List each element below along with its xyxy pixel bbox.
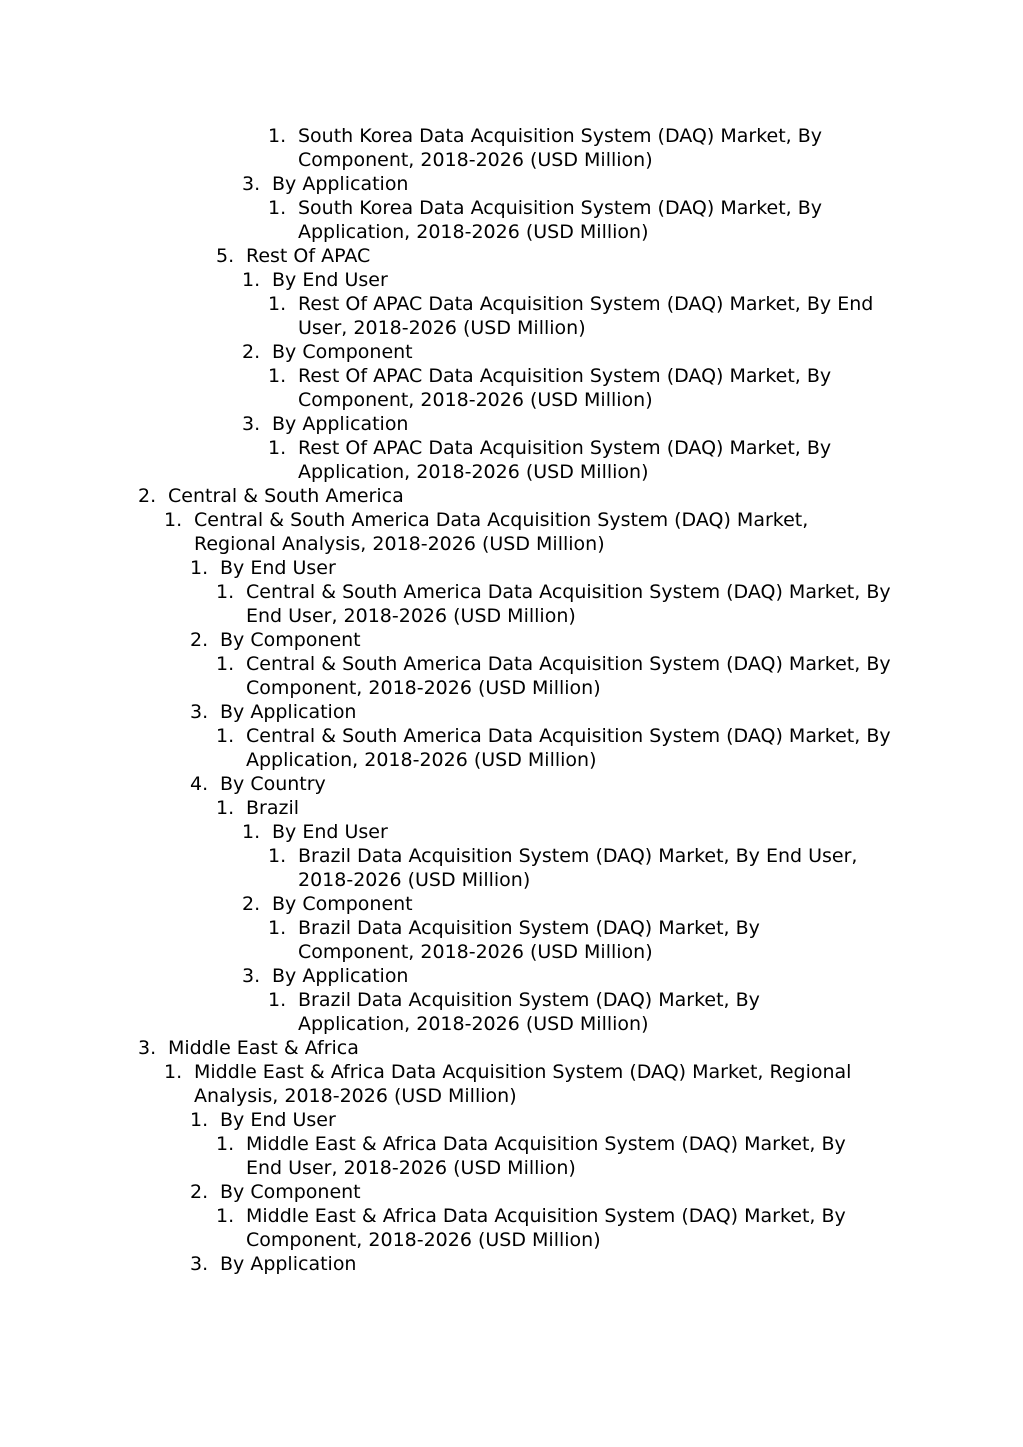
outline-item-number: 2. <box>190 1181 209 1203</box>
outline-item-text: South Korea Data Acquisition System (DAQ) Market, By Application, 2018-2026 (USD Million) <box>298 197 823 243</box>
outline-item <box>268 916 1023 964</box>
outline-item <box>242 172 1023 196</box>
outline-item-number: 3. <box>190 701 209 723</box>
outline-item-text: Middle East & Africa Data Acquisition System (DAQ) Market, Regional Analysis, 2018-2026 (USD Million) <box>194 1061 852 1107</box>
outline-item-text: Central & South America Data Acquisition System (DAQ) Market, By Application, 2018-2026 (USD Million) <box>246 725 891 771</box>
outline-item-text: By Application <box>272 965 409 987</box>
outline-item <box>138 1036 1023 1060</box>
outline-item <box>164 508 1023 556</box>
outline-item-number: 1. <box>216 1133 235 1155</box>
outline-item-text: By Application <box>220 1253 357 1275</box>
outline-item-text: Central & South America Data Acquisition System (DAQ) Market, Regional Analysis, 2018-2026 (USD Million) <box>194 509 809 555</box>
outline-item-text: Rest Of APAC Data Acquisition System (DAQ) Market, By End User, 2018-2026 (USD Million) <box>298 293 874 339</box>
outline-item-number: 1. <box>268 125 287 147</box>
outline-item <box>216 1204 1023 1252</box>
outline-item-number: 1. <box>216 1205 235 1227</box>
outline-item <box>242 964 1023 988</box>
outline-item <box>164 1060 1023 1108</box>
outline-item <box>216 724 1023 772</box>
outline-item-text: By End User <box>272 821 388 843</box>
outline-item-text: By Component <box>272 341 413 363</box>
outline-item-number: 1. <box>216 581 235 603</box>
outline-item-number: 3. <box>138 1037 157 1059</box>
outline-item-number: 1. <box>268 917 287 939</box>
outline-item-number: 1. <box>190 557 209 579</box>
outline-item-text: By Country <box>220 773 326 795</box>
outline-item-number: 3. <box>242 413 261 435</box>
outline-item-number: 1. <box>242 269 261 291</box>
outline-item <box>268 196 1023 244</box>
outline-item <box>216 580 1023 628</box>
outline-item <box>216 1132 1023 1180</box>
outline-item-text: South Korea Data Acquisition System (DAQ) Market, By Component, 2018-2026 (USD Million) <box>298 125 823 171</box>
outline-item <box>242 820 1023 844</box>
outline-item <box>190 700 1023 724</box>
outline-item-number: 1. <box>268 293 287 315</box>
outline-item-text: By Application <box>272 413 409 435</box>
outline-item-text: By Application <box>272 173 409 195</box>
outline-item-text: Rest Of APAC <box>246 245 371 267</box>
outline-item-number: 4. <box>190 773 209 795</box>
outline-item <box>242 892 1023 916</box>
outline-item <box>216 796 1023 820</box>
outline-item-text: By Component <box>220 1181 361 1203</box>
outline-item-text: By End User <box>220 557 336 579</box>
outline-item-number: 2. <box>190 629 209 651</box>
outline-item <box>190 1108 1023 1132</box>
outline-item-text: Brazil Data Acquisition System (DAQ) Market, By Component, 2018-2026 (USD Million) <box>298 917 760 963</box>
outline-item-text: By Application <box>220 701 357 723</box>
outline-item <box>190 628 1023 652</box>
outline-item <box>268 364 1023 412</box>
outline-item-number: 1. <box>190 1109 209 1131</box>
outline-item-text: By Component <box>272 893 413 915</box>
outline-item-text: Central & South America <box>168 485 404 507</box>
outline-item-number: 1. <box>216 725 235 747</box>
outline-item-number: 3. <box>190 1253 209 1275</box>
outline-item-number: 1. <box>268 989 287 1011</box>
outline-item-number: 1. <box>164 509 183 531</box>
outline-item-text: Brazil <box>246 797 300 819</box>
outline-item-text: Rest Of APAC Data Acquisition System (DAQ) Market, By Application, 2018-2026 (USD Million) <box>298 437 832 483</box>
outline-item-number: 1. <box>268 845 287 867</box>
outline-item <box>268 436 1023 484</box>
outline-item-text: Central & South America Data Acquisition System (DAQ) Market, By End User, 2018-2026 (USD Million) <box>246 581 891 627</box>
outline-item <box>190 1180 1023 1204</box>
outline-item-text: Rest Of APAC Data Acquisition System (DAQ) Market, By Component, 2018-2026 (USD Million) <box>298 365 832 411</box>
outline-item-text: Middle East & Africa <box>168 1037 359 1059</box>
outline-item <box>216 652 1023 700</box>
outline-item <box>268 988 1023 1036</box>
outline-item <box>190 772 1023 796</box>
outline-item-text: By Component <box>220 629 361 651</box>
outline-item-text: Brazil Data Acquisition System (DAQ) Market, By Application, 2018-2026 (USD Million) <box>298 989 760 1035</box>
document-outline <box>0 124 1023 1276</box>
outline-item-number: 3. <box>242 965 261 987</box>
outline-item-text: Middle East & Africa Data Acquisition System (DAQ) Market, By End User, 2018-2026 (USD Million) <box>246 1133 846 1179</box>
outline-item-number: 5. <box>216 245 235 267</box>
outline-item-text: By End User <box>220 1109 336 1131</box>
outline-item <box>138 484 1023 508</box>
outline-item-number: 1. <box>268 197 287 219</box>
outline-item <box>268 292 1023 340</box>
outline-item-number: 2. <box>138 485 157 507</box>
outline-item-text: Brazil Data Acquisition System (DAQ) Market, By End User, 2018-2026 (USD Million) <box>298 845 858 891</box>
outline-item <box>190 1252 1023 1276</box>
outline-item <box>190 556 1023 580</box>
outline-item-number: 3. <box>242 173 261 195</box>
outline-item <box>268 844 1023 892</box>
outline-item-text: Middle East & Africa Data Acquisition System (DAQ) Market, By Component, 2018-2026 (USD Million) <box>246 1205 846 1251</box>
outline-item-number: 1. <box>242 821 261 843</box>
outline-item-text: Central & South America Data Acquisition System (DAQ) Market, By Component, 2018-2026 (USD Million) <box>246 653 891 699</box>
outline-item-number: 1. <box>216 797 235 819</box>
outline-item <box>242 412 1023 436</box>
outline-item <box>242 340 1023 364</box>
outline-item <box>268 124 1023 172</box>
outline-item <box>216 244 1023 268</box>
outline-item-number: 1. <box>268 365 287 387</box>
outline-item <box>242 268 1023 292</box>
outline-item-number: 1. <box>216 653 235 675</box>
outline-item-text: By End User <box>272 269 388 291</box>
outline-item-number: 1. <box>268 437 287 459</box>
outline-item-number: 1. <box>164 1061 183 1083</box>
outline-item-number: 2. <box>242 893 261 915</box>
outline-item-number: 2. <box>242 341 261 363</box>
